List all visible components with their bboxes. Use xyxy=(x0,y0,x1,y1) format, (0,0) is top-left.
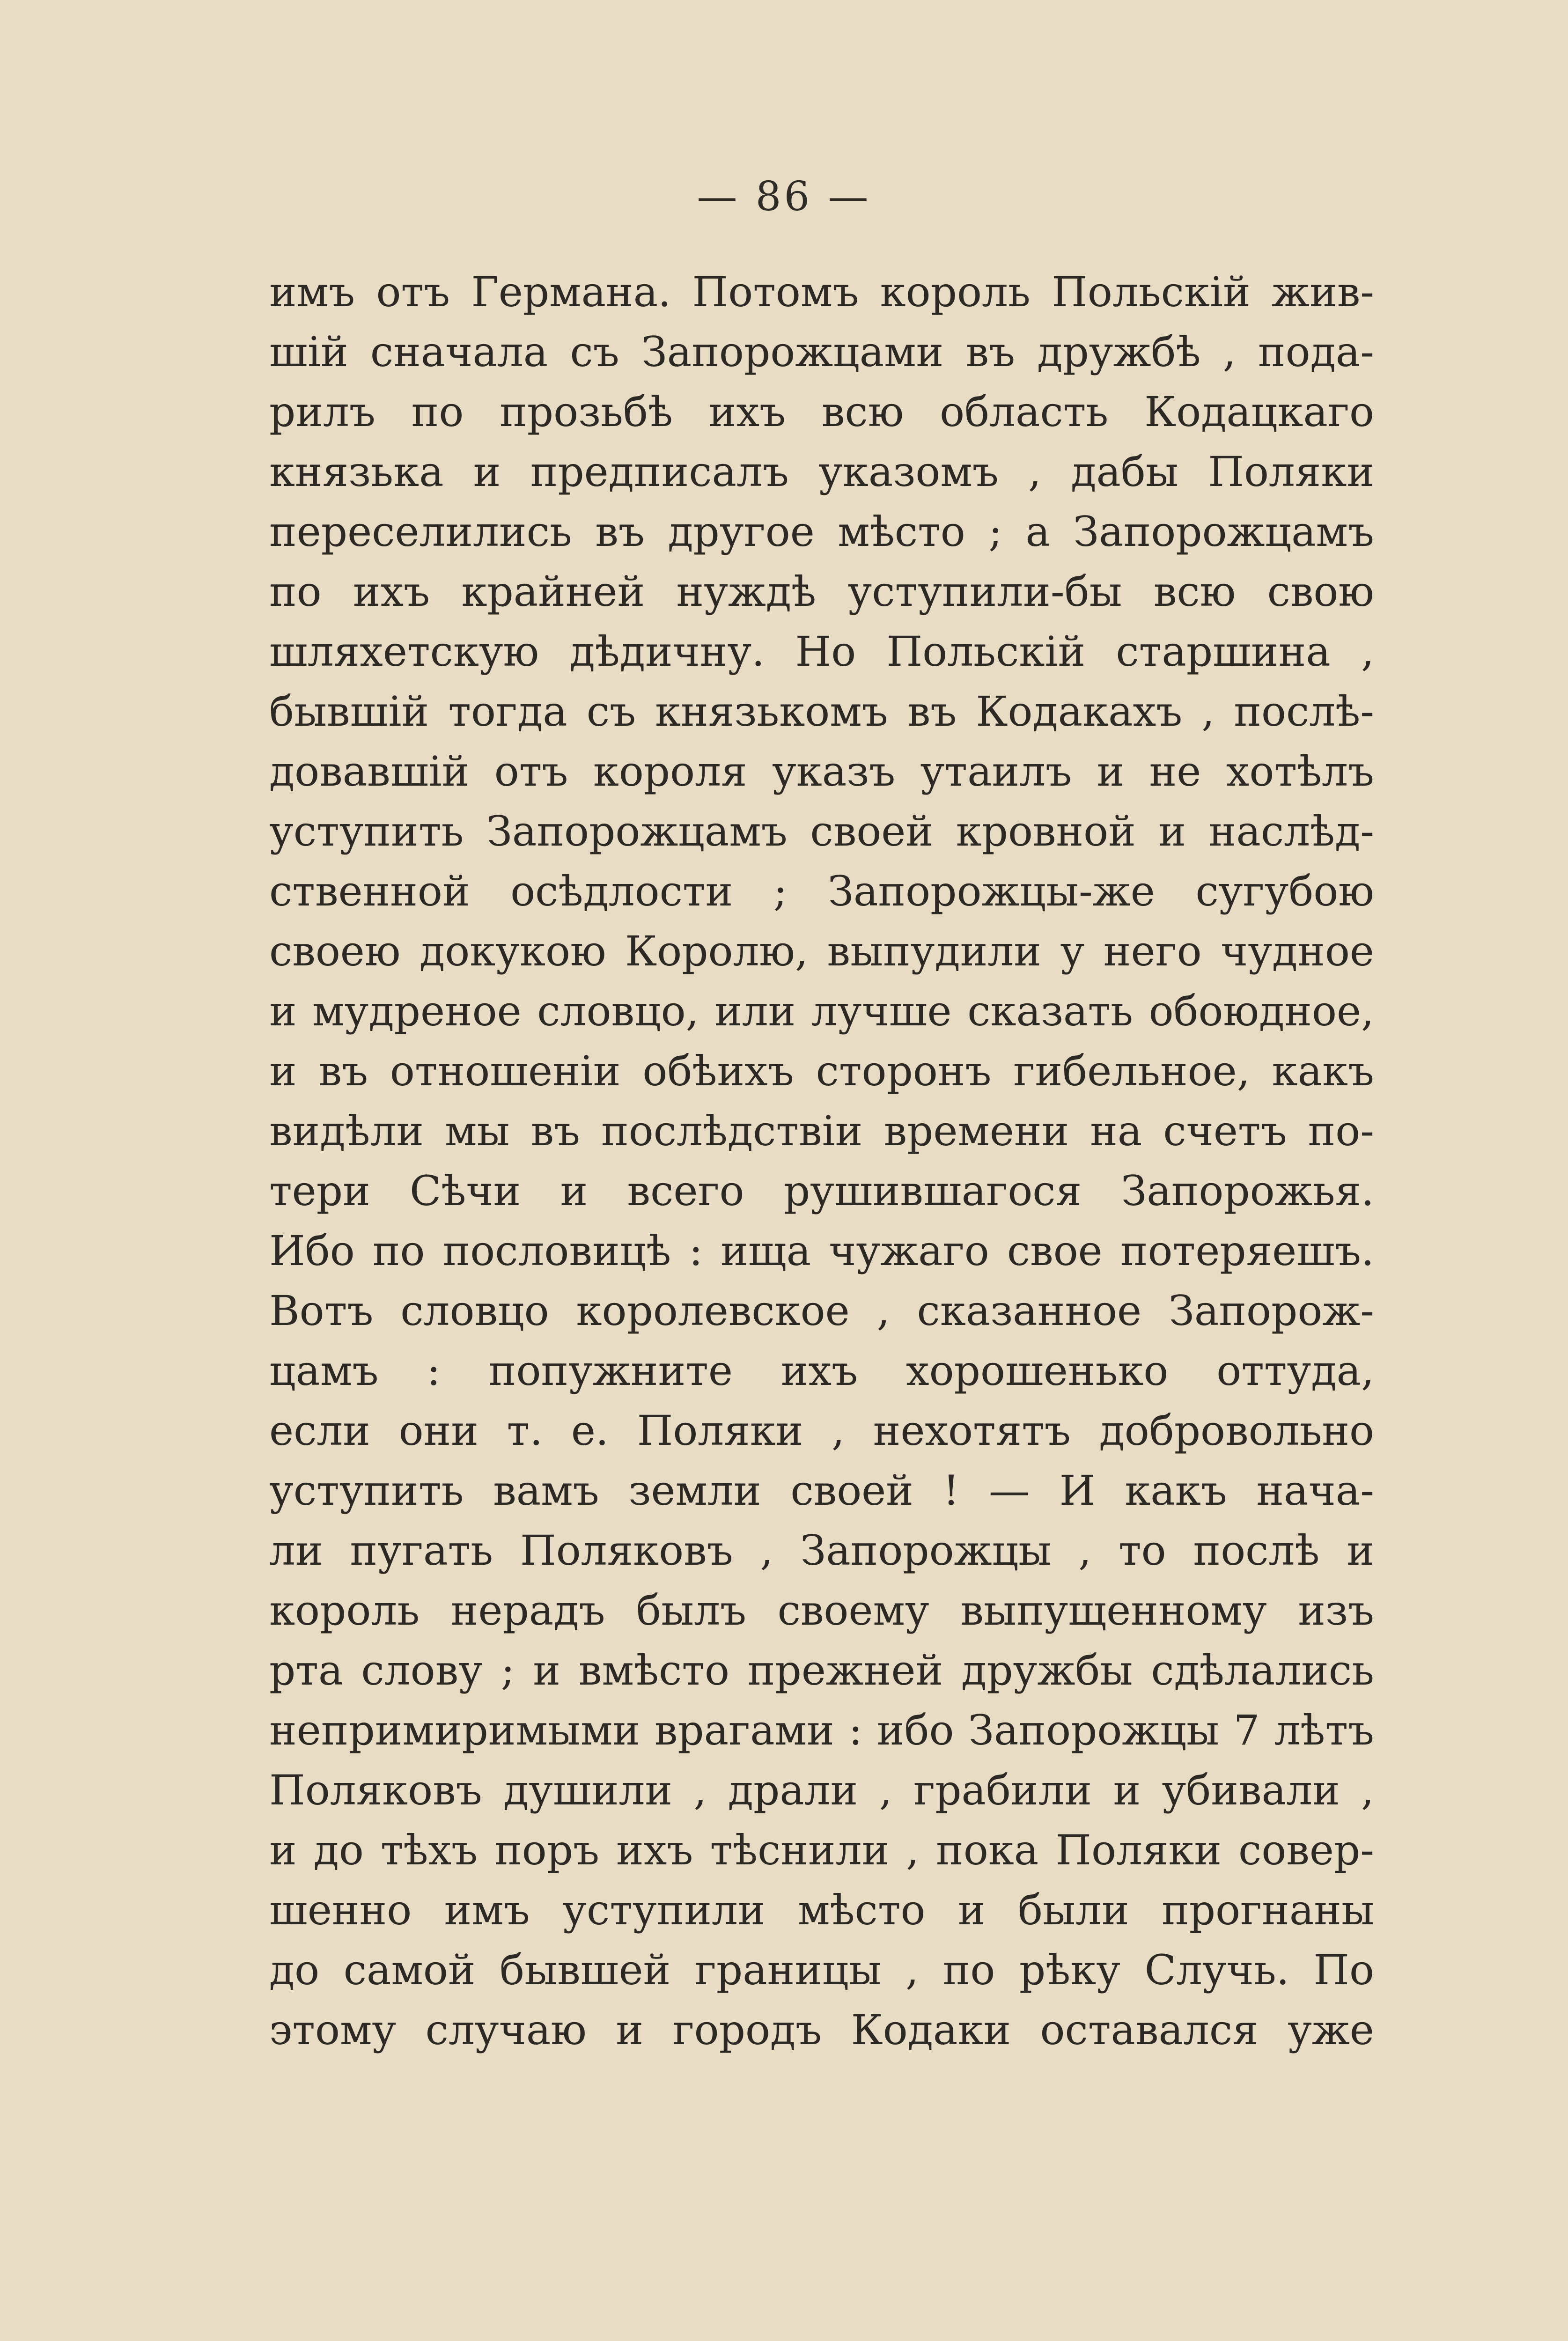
text-line: рта слову ; и вмѣсто прежней дружбы сдѣлались xyxy=(269,1646,1374,1694)
text-line: имъ отъ Германа. Потомъ король Польскій жив- xyxy=(269,268,1374,316)
text-line: Поляковъ душили , драли , грабили и убивали , xyxy=(269,1766,1374,1814)
body-text xyxy=(269,262,1374,2060)
text-line: цамъ : попужните ихъ хорошенько оттуда, xyxy=(269,1347,1374,1395)
text-line: уступить Запорожцамъ своей кровной и наслѣд- xyxy=(269,807,1374,855)
text-line: и въ отношеніи обѣихъ сторонъ гибельное, какъ xyxy=(269,1047,1374,1095)
text-line: уступить вамъ земли своей ! — И какъ нача- xyxy=(269,1466,1374,1515)
page-number: — 86 — xyxy=(697,173,871,220)
text-line: король нерадъ былъ своему выпущенному изъ xyxy=(269,1586,1374,1634)
text-line: шляхетскую дѣдичну. Но Польскій старшина , xyxy=(269,627,1374,676)
text-line: своею докукою Королю, выпудили у него чудное xyxy=(269,927,1374,975)
text-line: довавшій отъ короля указъ утаилъ и не хотѣлъ xyxy=(269,747,1374,795)
text-line: по ихъ крайней нуждѣ уступили-бы всю свою xyxy=(269,567,1374,616)
text-line: князька и предписалъ указомъ , дабы Поляки xyxy=(269,448,1374,496)
text-line: видѣли мы въ послѣдствіи времени на счетъ по- xyxy=(269,1107,1374,1155)
text-line: Вотъ словцо королевское , сказанное Запорож- xyxy=(269,1287,1374,1335)
text-line: и до тѣхъ поръ ихъ тѣснили , пока Поляки совер- xyxy=(269,1826,1374,1874)
text-line: рилъ по прозьбѣ ихъ всю область Кодацкаго xyxy=(269,388,1374,436)
text-line: ли пугать Поляковъ , Запорожцы , то послѣ и xyxy=(269,1526,1374,1575)
text-line: если они т. е. Поляки , нехотятъ добровольно xyxy=(269,1406,1374,1455)
text-line: шенно имъ уступили мѣсто и были прогнаны xyxy=(269,1886,1374,1934)
text-line: тери Сѣчи и всего рушившагося Запорожья. xyxy=(269,1167,1374,1215)
text-line: переселились въ другое мѣсто ; а Запорожцамъ xyxy=(269,508,1374,556)
text-line: Ибо по пословицѣ : ища чужаго свое потеряешъ. xyxy=(269,1227,1374,1275)
text-line: непримиримыми врагами : ибо Запорожцы 7 лѣтъ xyxy=(269,1706,1374,1754)
text-line: шій сначала съ Запорожцами въ дружбѣ , пода- xyxy=(269,328,1374,376)
text-line: ственной осѣдлости ; Запорожцы-же сугубою xyxy=(269,867,1374,915)
text-line: этому случаю и городъ Кодаки оставался уже xyxy=(269,2006,1374,2054)
text-line: и мудреное словцо, или лучше сказать обоюдное, xyxy=(269,987,1374,1035)
text-line: до самой бывшей границы , по рѣку Случь. По xyxy=(269,1946,1374,1994)
text-line: бывшій тогда съ князькомъ въ Кодакахъ , послѣ- xyxy=(269,687,1374,736)
